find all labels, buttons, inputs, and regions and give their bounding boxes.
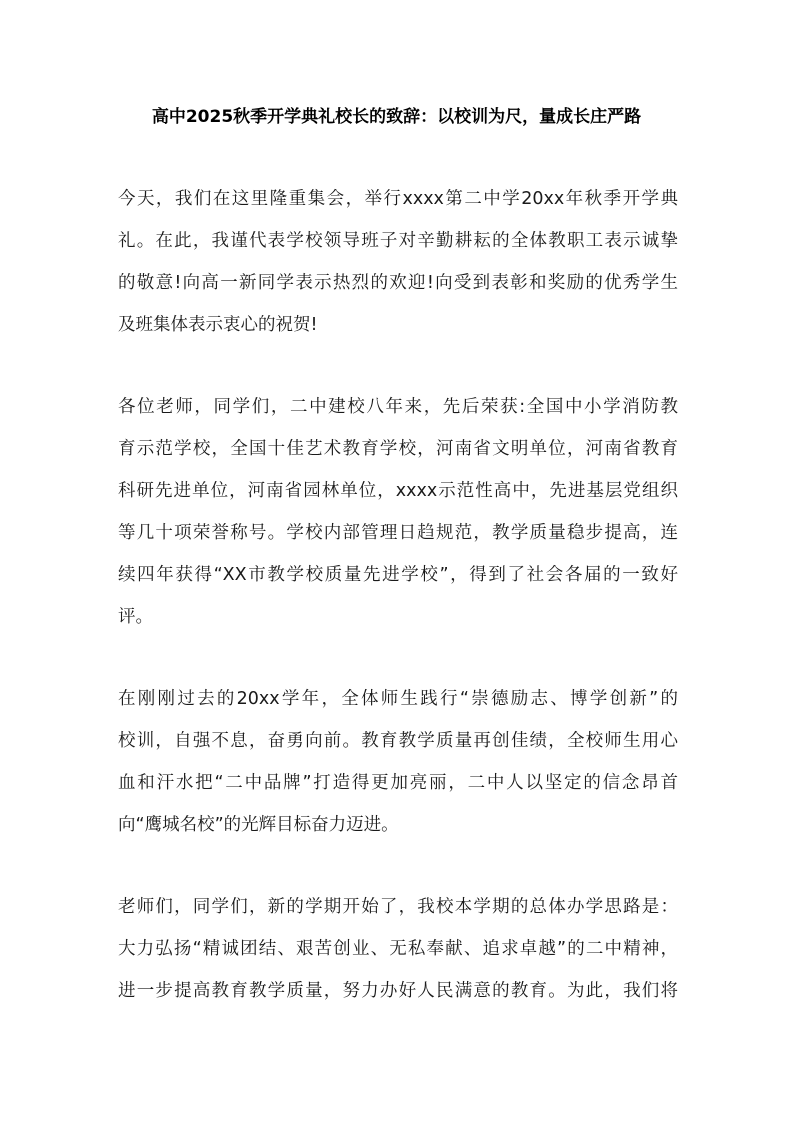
paragraph-4 xyxy=(118,886,678,1012)
text-line: 的敬意!向高一新同学表示热烈的欢迎!向受到表彰和奖励的优秀学生 xyxy=(118,273,678,293)
paragraph-3 xyxy=(118,678,678,846)
document-body xyxy=(118,178,678,1052)
text-line: 科研先进单位，河南省园林单位，xxxx示范性高中，先进基层党组织 xyxy=(118,481,678,501)
text-line: 评。 xyxy=(118,607,153,627)
text-line: 在刚刚过去的20xx学年，全体师生践行“崇德励志、博学创新”的 xyxy=(118,689,678,709)
text-line: 大力弘扬“精诚团结、艰苦创业、无私奉献、追求卓越”的二中精神， xyxy=(118,939,678,959)
text-line: 血和汗水把“二中品牌”打造得更加亮丽，二中人以坚定的信念昂首 xyxy=(118,773,678,793)
text-line: 进一步提高教育教学质量，努力办好人民满意的教育。为此，我们将 xyxy=(118,981,678,1001)
text-line: 校训，自强不息，奋勇向前。教育教学质量再创佳绩，全校师生用心 xyxy=(118,731,678,751)
text-line: 礼。在此，我谨代表学校领导班子对辛勤耕耘的全体教职工表示诚挚 xyxy=(118,231,678,251)
document-title: 高中2025秋季开学典礼校长的致辞：以校训为尺，量成长庄严路 xyxy=(151,107,642,127)
text-line: 等几十项荣誉称号。学校内部管理日趋规范，教学质量稳步提高，连 xyxy=(118,523,678,543)
paragraph-1 xyxy=(118,178,678,346)
text-line: 及班集体表示衷心的祝贺! xyxy=(118,315,318,335)
text-line: 老师们，同学们，新的学期开始了，我校本学期的总体办学思路是： xyxy=(118,897,678,917)
text-line: 今天，我们在这里隆重集会，举行xxxx第二中学20xx年秋季开学典 xyxy=(118,189,678,209)
text-line: 续四年获得“XX市教学校质量先进学校”，得到了社会各届的一致好 xyxy=(118,565,678,585)
text-line: 向“鹰城名校”的光辉目标奋力迈进。 xyxy=(118,815,399,835)
paragraph-2 xyxy=(118,386,678,638)
text-line: 育示范学校，全国十佳艺术教育学校，河南省文明单位，河南省教育 xyxy=(118,439,678,459)
text-line: 各位老师，同学们，二中建校八年来，先后荣获:全国中小学消防教 xyxy=(118,397,678,417)
